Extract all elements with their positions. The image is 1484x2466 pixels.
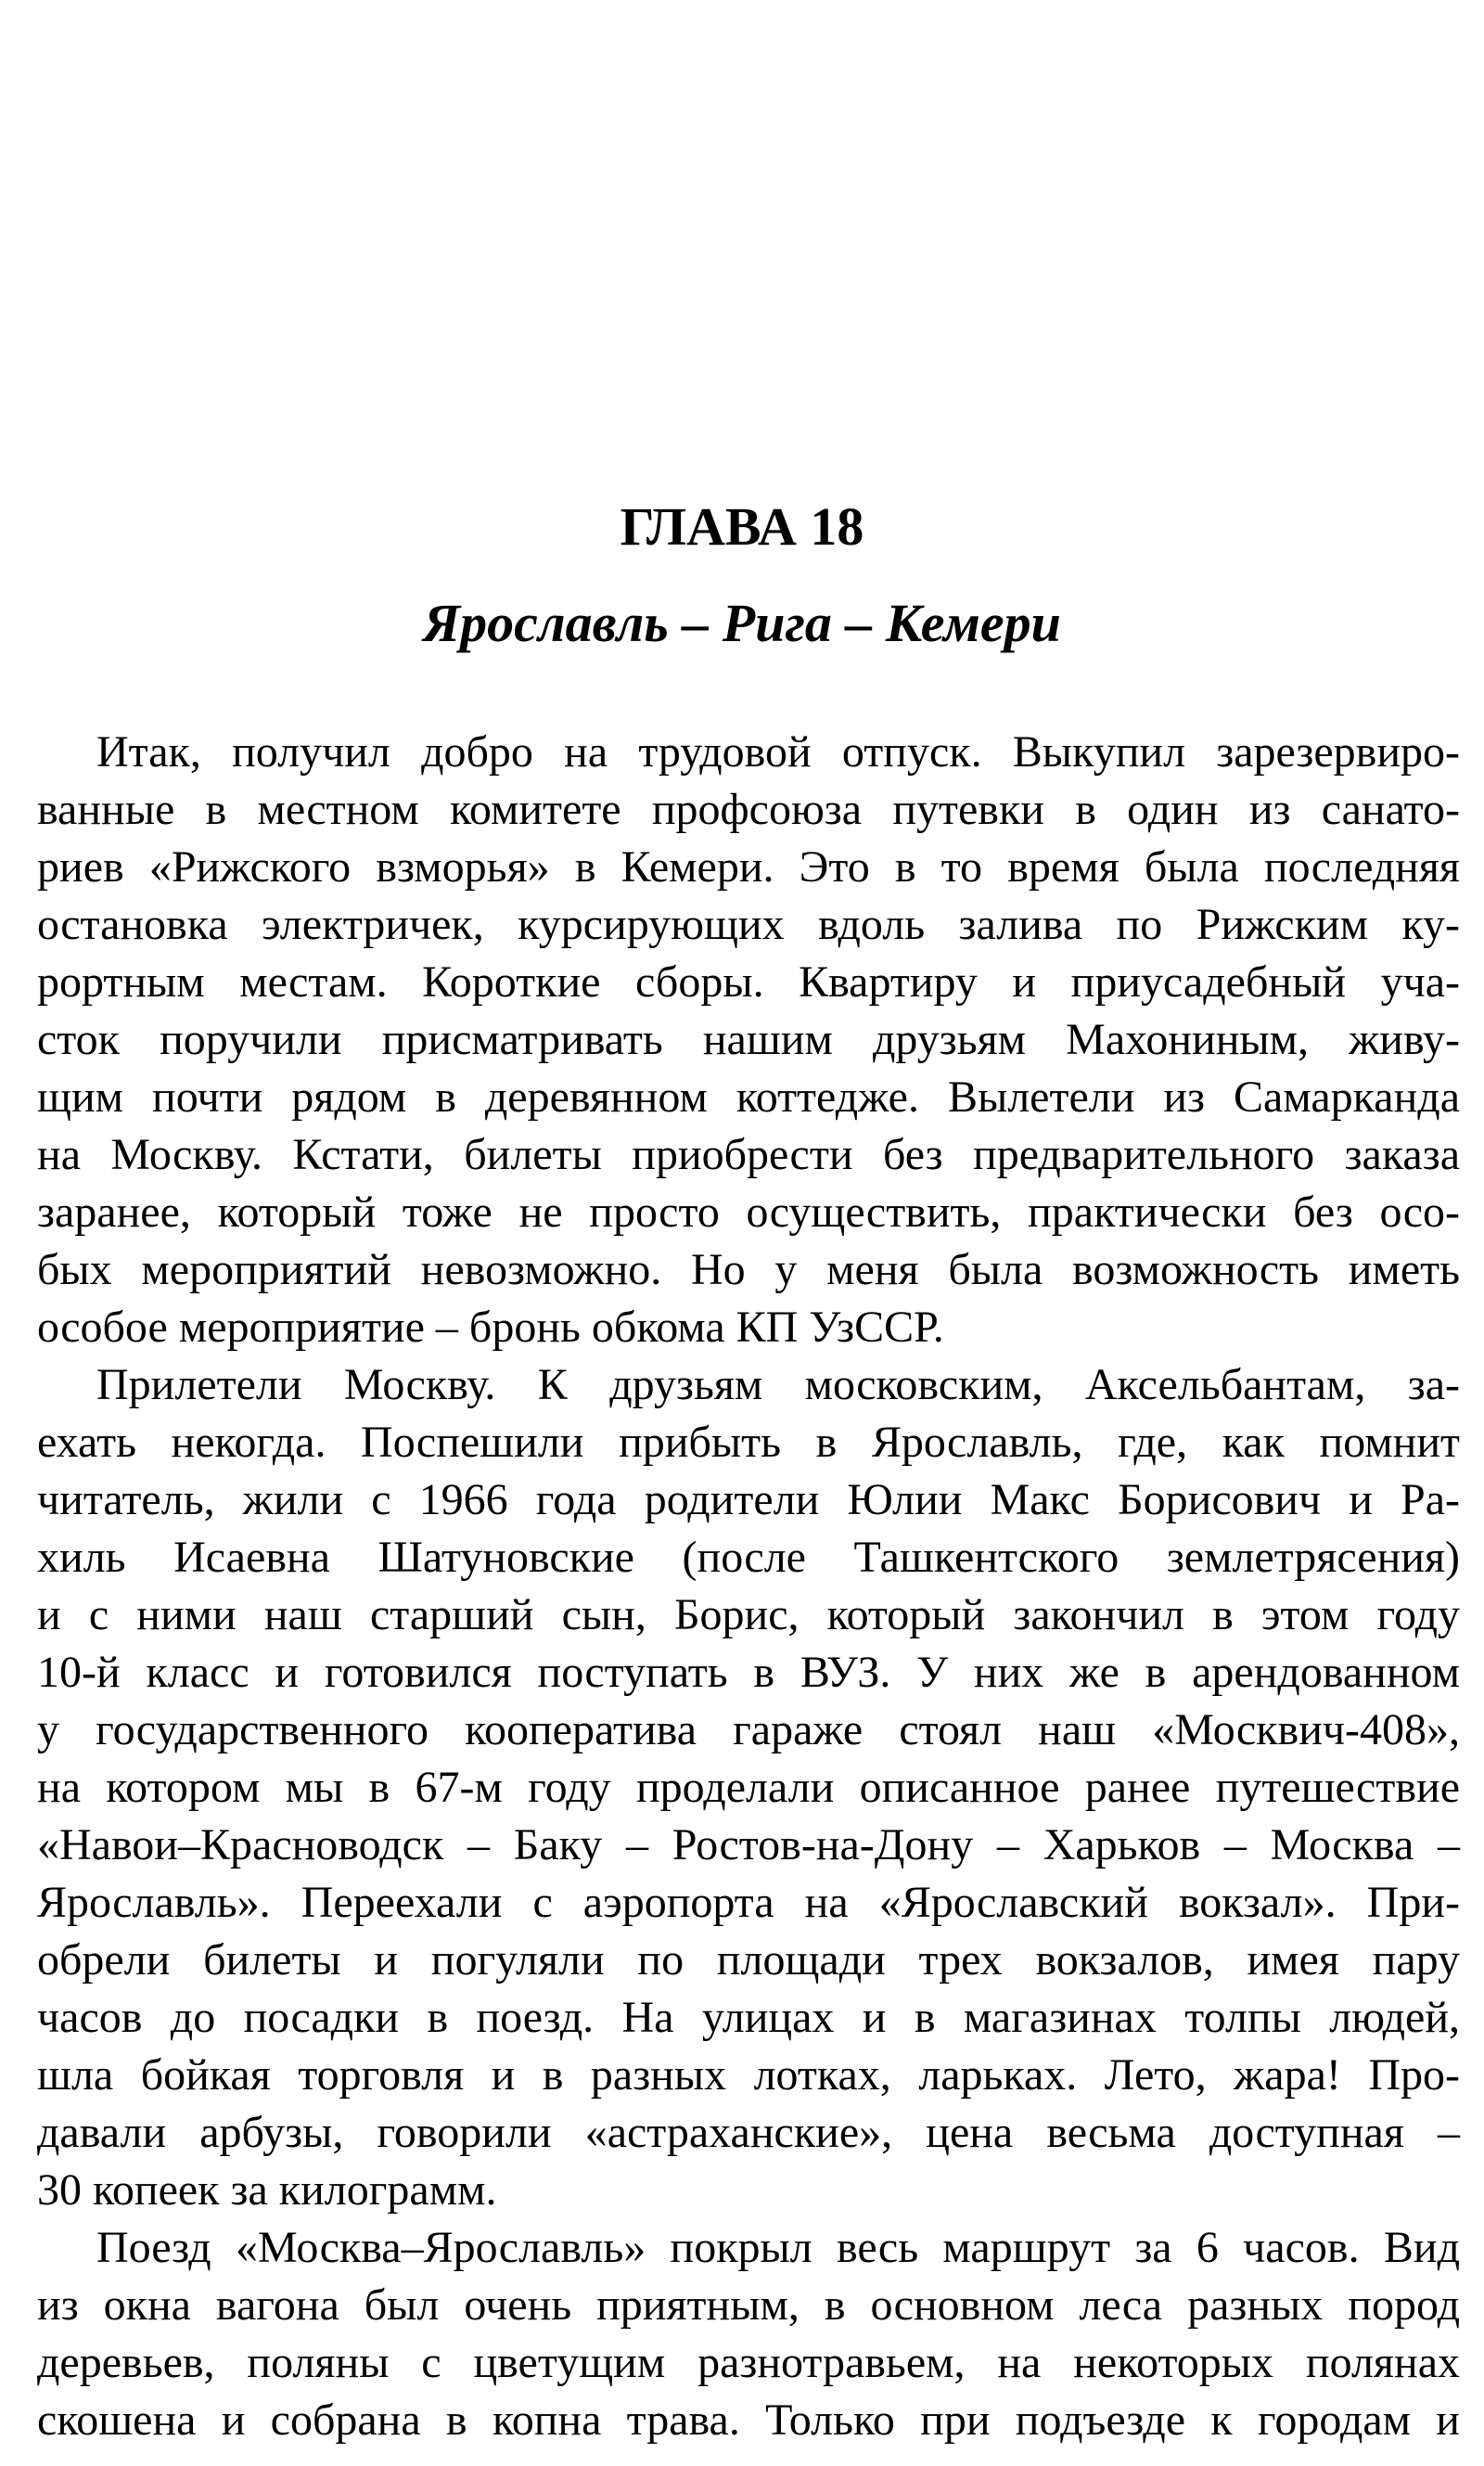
text-line: и с ними наш старший сын, Борис, который закончил в этом году (37, 1590, 1460, 1639)
chapter-body (37, 724, 1460, 2449)
text-line: рортным местам. Короткие сборы. Квартиру и приусадебный уча- (37, 957, 1460, 1007)
chapter-subtitle: Ярославль – Рига – Кемери (423, 593, 1061, 653)
text-line: «Навои–Красноводск – Баку – Ростов-на-Дону – Харьков – Москва – (37, 1820, 1460, 1869)
text-line: из окна вагона был очень приятным, в основном леса разных пород (37, 2280, 1460, 2330)
chapter-heading: ГЛАВА 18 (620, 496, 864, 557)
text-line: ехать некогда. Поспешили прибыть в Ярославль, где, как помнит (37, 1418, 1460, 1467)
text-line: остановка электричек, курсирующих вдоль залива по Рижским ку- (37, 900, 1460, 949)
text-line: особое мероприятие – бронь обкома КП УзССР. (37, 1303, 944, 1352)
text-line: у государственного кооператива гараже стоял наш «Москвич-408», (37, 1705, 1460, 1754)
text-line: Итак, получил добро на трудовой отпуск. Выкупил зарезервиро- (96, 727, 1460, 777)
text-line: Прилетели Москву. К друзьям московским, Аксельбантам, за- (96, 1360, 1460, 1409)
text-line: хиль Исаевна Шатуновские (после Ташкентского землетрясения) (37, 1533, 1460, 1582)
paragraph-3 (37, 2219, 1460, 2449)
text-line: ванные в местном комитете профсоюза путевки в один из санато- (37, 785, 1460, 834)
text-line: бых мероприятий невозможно. Но у меня была возможность иметь (37, 1245, 1460, 1294)
text-line: Ярославль». Переехали с аэропорта на «Ярославский вокзал». При- (37, 1878, 1460, 1927)
text-line: часов до посадки в поезд. На улицах и в магазинах толпы людей, (37, 1993, 1460, 2042)
text-line: на котором мы в 67-м году проделали описанное ранее путешествие (37, 1763, 1460, 1812)
text-line: читатель, жили с 1966 года родители Юлии Макс Борисович и Ра- (37, 1475, 1460, 1524)
text-line: шла бойкая торговля и в разных лотках, ларьках. Лето, жара! Про- (37, 2050, 1460, 2100)
text-line: обрели билеты и погуляли по площади трех вокзалов, имея пару (37, 1935, 1460, 1984)
paragraph-1 (37, 724, 1460, 1356)
text-line: скошена и собрана в копна трава. Только при подъезде к городам и (37, 2395, 1460, 2445)
text-line: заранее, который тоже не просто осуществить, практически без осо- (37, 1188, 1460, 1237)
text-line: 10-й класс и готовился поступать в ВУЗ. У них же в арендованном (37, 1648, 1460, 1697)
text-line: 30 копеек за килограмм. (37, 2165, 497, 2215)
text-line: риев «Рижского взморья» в Кемери. Это в то время была последняя (37, 842, 1460, 892)
paragraph-2 (37, 1356, 1460, 2219)
text-line: Поезд «Москва–Ярославль» покрыл весь маршрут за 6 часов. Вид (96, 2223, 1460, 2272)
text-line: щим почти рядом в деревянном коттедже. Вылетели из Самарканда (37, 1072, 1460, 1122)
text-line: сток поручили присматривать нашим друзьям Махониным, живу- (37, 1015, 1460, 1064)
text-line: деревьев, поляны с цветущим разнотравьем, на некоторых полянах (37, 2338, 1460, 2387)
text-line: на Москву. Кстати, билеты приобрести без предварительного заказа (37, 1130, 1460, 1179)
text-line: давали арбузы, говорили «астраханские», цена весьма доступная – (37, 2108, 1460, 2157)
